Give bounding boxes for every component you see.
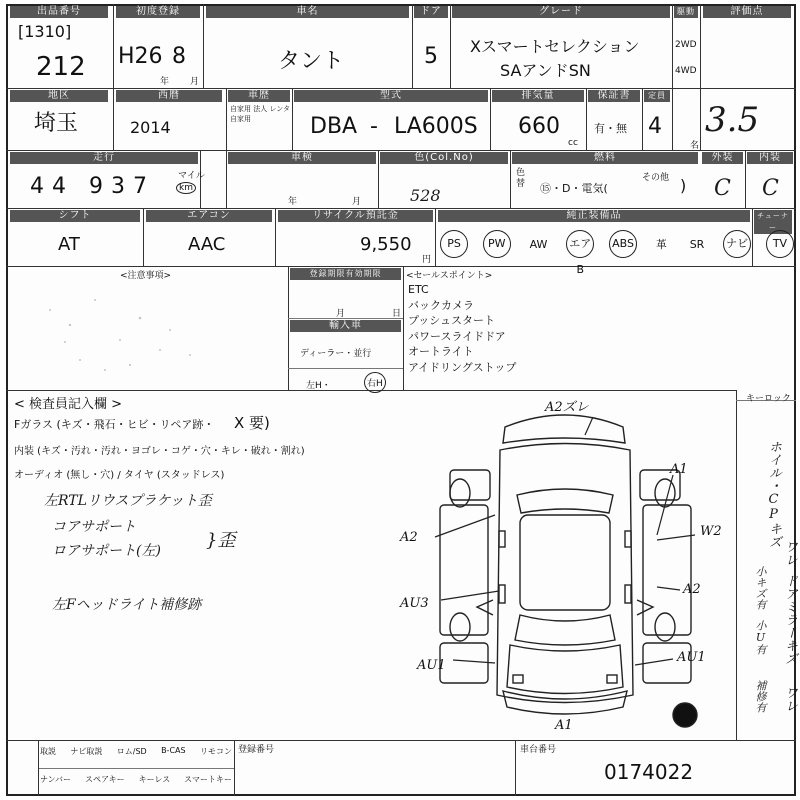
equipment-item: TV — [766, 230, 794, 258]
history-label: 車歴 — [228, 90, 290, 102]
equipment-item: AW — [529, 237, 548, 251]
inspector-glass: Fガラス (キズ・飛石・ヒビ・リペア跡・ — [14, 418, 215, 431]
import-dealer: ディーラー・並行 — [300, 349, 372, 359]
year-value: 2014 — [130, 118, 171, 137]
sales-point-item: ETC — [408, 283, 429, 296]
displacement-value: 660 — [518, 114, 560, 139]
notes-header: <注意事項> — [120, 271, 172, 281]
exterior-value: C — [714, 176, 731, 201]
interior-label: 内装 — [747, 152, 793, 164]
grade-line2: SAアンドSN — [500, 61, 591, 80]
accessory-item: B-CAS — [161, 746, 186, 755]
lot-number: 212 — [36, 52, 86, 82]
side-note-3: 小キズ有 — [754, 566, 767, 610]
inspector-interior: 内装 (キズ・汚れ・汚れ・ヨゴレ・コゲ・穴・キレ・破れ・割れ) — [14, 446, 305, 457]
inspector-label: < 検査員記入欄 > — [14, 397, 123, 412]
accessory-item: スマートキー — [184, 775, 232, 784]
v9 — [490, 88, 491, 150]
reg-no-label: 登録番号 — [238, 745, 275, 755]
accessories-row2 — [40, 774, 232, 785]
capacity-unit: 名 — [690, 141, 700, 151]
sales-point-item: バックカメラ — [408, 298, 474, 312]
row1-bottom-line — [6, 88, 796, 89]
lot-label: 出品番号 — [10, 6, 108, 18]
diag-a2-r: A2 — [683, 582, 701, 597]
sales-point-item: オートライト — [408, 345, 474, 358]
sales-point-item: パワースライドドア — [408, 329, 506, 343]
model-code-prefix: DBA — [310, 114, 358, 139]
lot-box: [1310] — [18, 22, 72, 41]
reg-deadline-day: 日 — [392, 309, 402, 319]
drive-2wd: 2WD — [675, 40, 697, 50]
accessory-item: ロム/SD — [116, 747, 147, 756]
row2-bottom-line — [6, 150, 706, 151]
accessory-item: 取説 — [40, 747, 56, 756]
ac-label: エアコン — [146, 210, 272, 222]
fuel-close: ) — [680, 176, 687, 195]
b2 — [234, 740, 235, 796]
inspector-note-1: 左RTLリウスプラケット歪 — [44, 493, 212, 509]
color-change-label: 色替 — [516, 168, 526, 189]
row2r-line — [700, 150, 796, 151]
diag-w2: W2 — [700, 524, 722, 539]
n1 — [288, 318, 403, 319]
first-reg-month: 8 — [172, 44, 186, 69]
reg-deadline-month: 月 — [336, 309, 346, 319]
mileage-unit-mile: マイル — [178, 171, 205, 181]
n2 — [288, 368, 403, 369]
row4-bottom-line — [6, 266, 796, 267]
v8 — [292, 88, 293, 150]
bottom-mid-line — [38, 768, 234, 769]
equipment-item: エアB — [566, 230, 594, 258]
v21 — [288, 266, 289, 390]
b1 — [38, 740, 39, 796]
region-value: 埼玉 — [34, 111, 79, 136]
import-handle: 左H・ — [306, 381, 331, 391]
model-code-label: 型式 — [294, 90, 488, 102]
tuner-label: チューナー — [754, 210, 792, 234]
model-code-dash: - — [370, 114, 378, 139]
grade-label: グレード — [452, 6, 670, 18]
accessories-row1 — [40, 746, 232, 757]
warranty-label: 保証書 — [588, 90, 640, 102]
accessory-item: ナビ取説 — [70, 747, 103, 756]
inspector-glass-mark: X 要) — [234, 414, 270, 432]
v23 — [736, 390, 737, 740]
drive-4wd: 4WD — [675, 66, 697, 76]
diag-au1-r: AU1 — [677, 650, 706, 665]
chassis-label: 車台番号 — [520, 745, 557, 755]
chassis-number: 0174022 — [604, 760, 694, 784]
side-note-5: 小U有 — [754, 620, 767, 655]
notes-speckle — [10, 280, 280, 385]
diag-a1-b: A1 — [555, 718, 573, 733]
accessory-item: リモコン — [199, 747, 232, 756]
v4 — [450, 4, 451, 88]
side-note-6: 補修有 — [754, 680, 767, 713]
first-reg-era: H26 — [118, 44, 163, 69]
first-reg-label: 初度登録 — [116, 6, 200, 18]
shift-label: シフト — [10, 210, 140, 222]
first-reg-year-suffix: 年 — [160, 77, 170, 87]
key-label: キーロック — [746, 394, 791, 404]
equipment-item: PS — [440, 230, 468, 258]
accessory-item: スペアキー — [84, 775, 125, 784]
v15 — [510, 150, 511, 208]
accessory-item: ナンバー — [40, 775, 72, 784]
diag-au1-l: AU1 — [417, 658, 446, 673]
reg-deadline-label: 登録期限有効期限 — [290, 268, 401, 280]
v13 — [226, 150, 227, 208]
region-label: 地区 — [10, 90, 108, 102]
v16 — [745, 150, 746, 208]
equipment-item: SR — [689, 237, 705, 251]
v1 — [113, 4, 114, 150]
sales-point-item: アイドリングストップ — [408, 360, 517, 374]
interior-value: C — [762, 176, 779, 201]
first-reg-month-suffix: 月 — [190, 77, 200, 87]
equipment-label: 純正装備品 — [438, 210, 750, 222]
sales-points-list — [408, 282, 516, 375]
diag-a2-top: A2ズレ — [545, 400, 589, 415]
v19 — [435, 208, 436, 266]
shift-value: AT — [58, 234, 80, 255]
inspector-note-4: 左Fヘッドライト補修跡 — [52, 597, 202, 613]
displacement-label: 排気量 — [492, 90, 584, 102]
sales-points-label: <セールスポイント> — [406, 271, 493, 281]
v22 — [403, 266, 404, 390]
score-value: 3.5 — [705, 100, 760, 140]
shaken-label: 車検 — [228, 152, 376, 164]
v3 — [412, 4, 413, 88]
diag-a1-r: A1 — [670, 462, 688, 477]
inspector-note-3-suffix: }歪 — [206, 530, 236, 551]
shaken-year: 年 — [288, 197, 298, 207]
v10 — [586, 88, 587, 150]
color-label: 色(Col.No) — [380, 152, 508, 164]
ac-value: AAC — [188, 234, 226, 255]
equipment-item: ナビ — [723, 230, 751, 258]
color-value: 528 — [410, 186, 441, 205]
model-name-label: 車名 — [206, 6, 409, 18]
car-damage-diagram — [395, 395, 735, 740]
import-label: 輸入車 — [290, 320, 401, 332]
model-code-code: LA600S — [394, 114, 478, 139]
side-note-4: ドアミラーキズ — [782, 574, 797, 665]
drive-label: 駆動 — [674, 6, 698, 18]
v14 — [378, 150, 379, 208]
inspector-note-2: コアサポート — [52, 519, 136, 535]
side-note-7: ワレ — [782, 686, 797, 712]
shaken-month: 月 — [352, 197, 362, 207]
equipment-item: PW — [483, 230, 511, 258]
equipment-list — [440, 228, 794, 276]
v18 — [275, 208, 276, 266]
fuel-label: 燃料 — [512, 152, 698, 164]
inspector-audio: オーディオ (無し・穴) / タイヤ (スタッドレス) — [14, 470, 225, 481]
v17 — [143, 208, 144, 266]
recycle-label: リサイクル預託金 — [278, 210, 433, 222]
mileage-digits: 44 937 — [30, 174, 155, 199]
doors-value: 5 — [424, 44, 438, 69]
equipment-item: 革 — [655, 238, 667, 251]
row3-bottom-line — [6, 208, 796, 209]
fuel-other: その他 — [642, 173, 670, 183]
recycle-value: 9,550 — [360, 234, 412, 255]
displacement-unit: cc — [568, 138, 578, 148]
v7 — [226, 88, 227, 150]
warranty-value: 有・無 — [594, 122, 627, 135]
mileage-unit-km: km — [176, 182, 196, 194]
history-options: 自家用 法人 レンタ 自家用 — [230, 105, 290, 123]
sales-point-item: プッシュスタート — [408, 314, 496, 327]
side-note-2: ワレ — [782, 540, 797, 566]
diag-au3: AU3 — [400, 596, 429, 611]
exterior-label: 外装 — [702, 152, 743, 164]
recycle-unit: 円 — [422, 255, 432, 265]
model-name-value: タント — [278, 49, 345, 74]
equipment-item: ABS — [609, 230, 637, 258]
v11 — [642, 88, 643, 150]
inspector-note-3: ロアサポート(左) — [52, 543, 161, 559]
capacity-value: 4 — [648, 114, 662, 139]
fuel-options: ⑮・D・電気( — [540, 182, 608, 195]
v5 — [672, 4, 673, 150]
v6 — [700, 4, 701, 150]
bottom-top-line — [6, 740, 796, 741]
b3 — [515, 740, 516, 796]
accessory-item: キーレス — [138, 775, 171, 784]
v2 — [203, 4, 204, 88]
year-label: 西暦 — [116, 90, 222, 102]
mileage-label: 走行 — [10, 152, 198, 164]
import-handle-selected: 右H — [364, 372, 386, 393]
score-label: 評価点 — [703, 6, 791, 18]
grade-line1: Xスマートセレクション — [470, 37, 640, 56]
doors-label: ドア — [414, 6, 448, 18]
diag-a2-l: A2 — [400, 530, 418, 545]
capacity-label: 定員 — [644, 90, 670, 102]
side-note-1: ホイル・CPキズ — [766, 440, 781, 548]
